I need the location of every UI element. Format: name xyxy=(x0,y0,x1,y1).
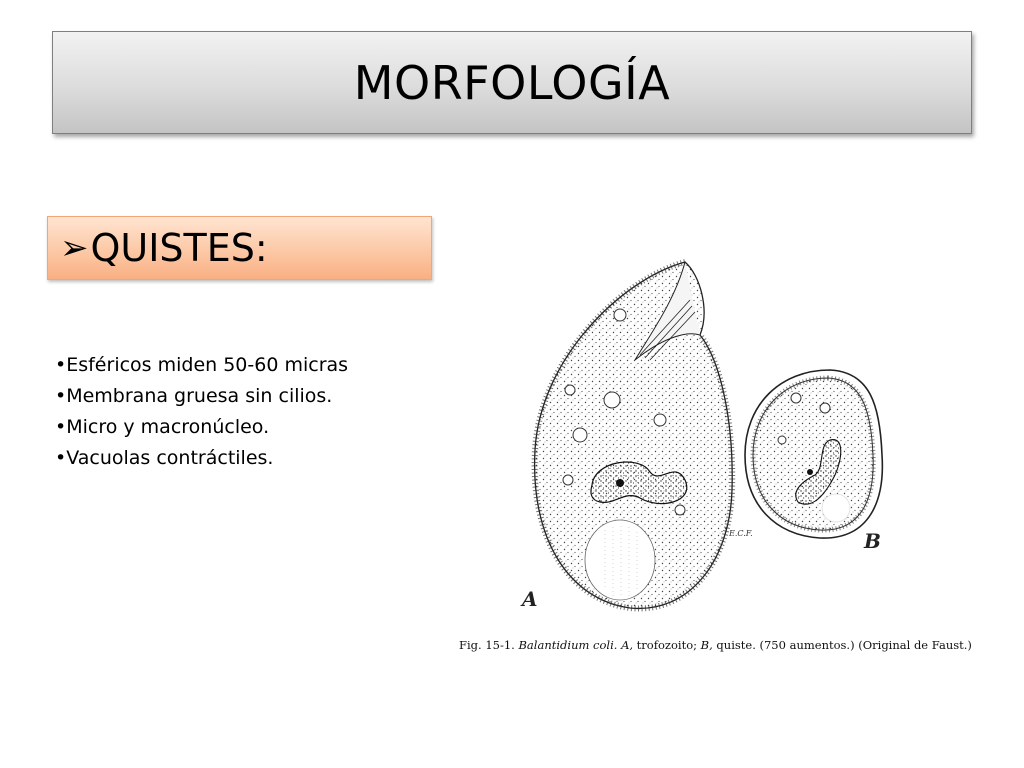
bullet-item: • Membrana gruesa sin cilios. xyxy=(55,381,395,412)
label-a: A xyxy=(522,587,538,611)
subheading-box xyxy=(47,216,432,280)
caption-part-1: trofozoito; xyxy=(633,638,701,652)
trophozoite-drawing xyxy=(535,262,733,608)
caption-b-label: B, xyxy=(700,638,713,652)
bullet-item: • Vacuolas contráctiles. xyxy=(55,443,395,474)
subheading-label: QUISTES: xyxy=(90,226,268,270)
bullet-list xyxy=(55,350,395,474)
caption-species: Balantidium coli. A, xyxy=(518,638,634,652)
bullet-item: • Esféricos miden 50-60 micras xyxy=(55,350,395,381)
artist-mark: E.C.F. xyxy=(729,529,753,538)
balantidium-illustration xyxy=(500,240,940,625)
caption-fig-number: Fig. 15-1. xyxy=(459,638,515,652)
arrow-bullet-icon: ➢ xyxy=(60,228,89,268)
cyst-drawing xyxy=(745,370,882,538)
bullet-item: • Micro y macronúcleo. xyxy=(55,412,395,443)
slide-title: MORFOLOGÍA xyxy=(353,55,671,110)
label-b: B xyxy=(864,529,881,553)
title-box xyxy=(52,31,972,134)
caption-part-2: quiste. (750 aumentos.) (Original de Faust.) xyxy=(712,638,972,652)
figure-caption xyxy=(459,638,972,652)
